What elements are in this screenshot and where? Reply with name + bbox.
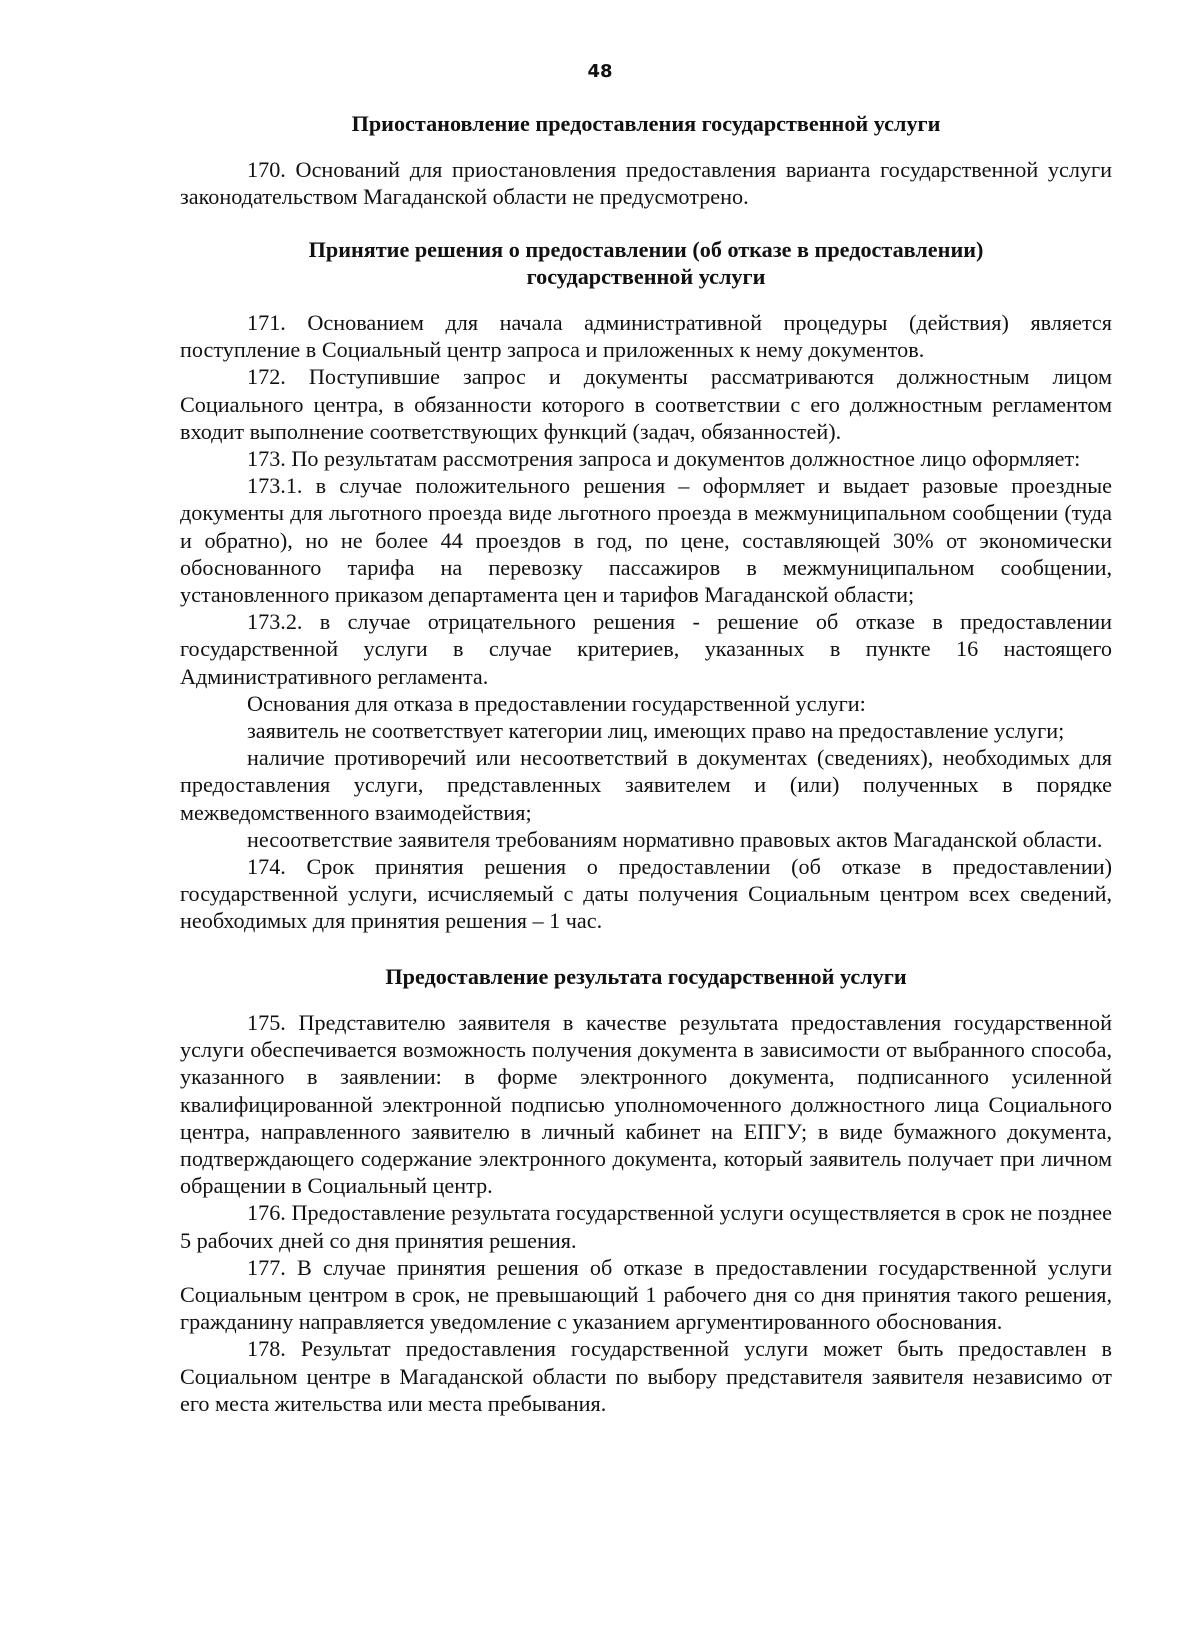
paragraph-176: 176. Предоставление результата государственной услуги осуществляется в срок не позднее 5 рабочих дней со дня принятия решения.: [180, 1200, 1112, 1253]
paragraph-refusal-ground-2: наличие противоречий или несоответствий в документах (сведениях), необходимых для предоставления услуги, представленных заявителем и (или) полученных в порядке межведомственного взаимодействия;: [180, 745, 1112, 825]
paragraph-173-2: 173.2. в случае отрицательного решения - решение об отказе в предоставлении государственной услуги в случае критериев, указанных в пункте 16 настоящего Административного регламента.: [180, 609, 1112, 689]
section-heading-result: Предоставление результата государственной услуги: [385, 963, 907, 989]
paragraph-178: 178. Результат предоставления государственной услуги может быть предоставлен в Социальном центре в Магаданской области по выбору представителя заявителя независимо от его места жительства или места пребывания.: [180, 1336, 1112, 1416]
paragraph-173: 173. По результатам рассмотрения запроса и документов должностное лицо оформляет:: [247, 446, 1081, 472]
paragraph-175: 175. Представителю заявителя в качестве результата предоставления государственной услуги обеспечивается возможность получения документа в зависимости от выбранного способа, указанного в заявлении: в форме электронного документа, подписанного усиленной квалифицированной электронной подписью уполномоченного должностного лица Социального центра, направленного заявителю в личный кабинет на ЕПГУ; в виде бумажного документа, подтверждающего содержание электронного документа, который заявитель получает при личном обращении в Социальный центр.: [180, 1009, 1112, 1199]
paragraph-refusal-ground-1: заявитель не соответствует категории лиц, имеющих право на предоставление услуги;: [247, 718, 1065, 744]
section-heading-suspension: Приостановление предоставления государственной услуги: [351, 111, 941, 136]
paragraph-171: 171. Основанием для начала административной процедуры (действия) является поступление в Социальный центр запроса и приложенных к нему документов.: [180, 310, 1112, 363]
paragraph-173-1: 173.1. в случае положительного решения – оформляет и выдает разовые проездные документы для льготного проезда виде льготного проезда в межмуниципальном сообщении (туда и обратно), но не более 44 проездов в год, по цене, составляющей 30% от экономически обоснованного тарифа на перевозку пассажиров в межмуниципальном сообщении, установленного приказом департамента цен и тарифов Магаданской области;: [180, 473, 1112, 608]
document-body: [180, 110, 1112, 1417]
section-heading-decision-line2: государственной услуги: [526, 263, 766, 289]
paragraph-177: 177. В случае принятия решения об отказе в предоставлении государственной услуги Социальным центром в срок, не превышающий 1 рабочего дня со дня принятия такого решения, гражданину направляется уведомление с указанием аргументированного обоснования.: [180, 1254, 1112, 1335]
paragraph-172: 172. Поступившие запрос и документы рассматриваются должностным лицом Социального центра, в обязанности которого в соответствии с его должностным регламентом входит выполнение соответствующих функций (задач, обязанностей).: [180, 364, 1112, 444]
paragraph-170: 170. Оснований для приостановления предоставления варианта государственной услуги законодательством Магаданской области не предусмотрено.: [180, 157, 1112, 210]
paragraph-174: 174. Срок принятия решения о предоставлении (об отказе в предоставлении) государственной услуги, исчисляемый с даты получения Социальным центром всех сведений, необходимых для принятия решения – 1 час.: [180, 854, 1112, 934]
paragraph-refusal-ground-3: несоответствие заявителя требованиям нормативно правовых актов Магаданской области.: [247, 826, 1103, 852]
page-number: 48: [587, 61, 613, 82]
section-heading-decision: [180, 236, 1112, 290]
paragraph-refusal-grounds: Основания для отказа в предоставлении государственной услуги:: [247, 690, 866, 716]
section-heading-decision-line1: Принятие решения о предоставлении (об отказе в предоставлении): [308, 236, 984, 262]
